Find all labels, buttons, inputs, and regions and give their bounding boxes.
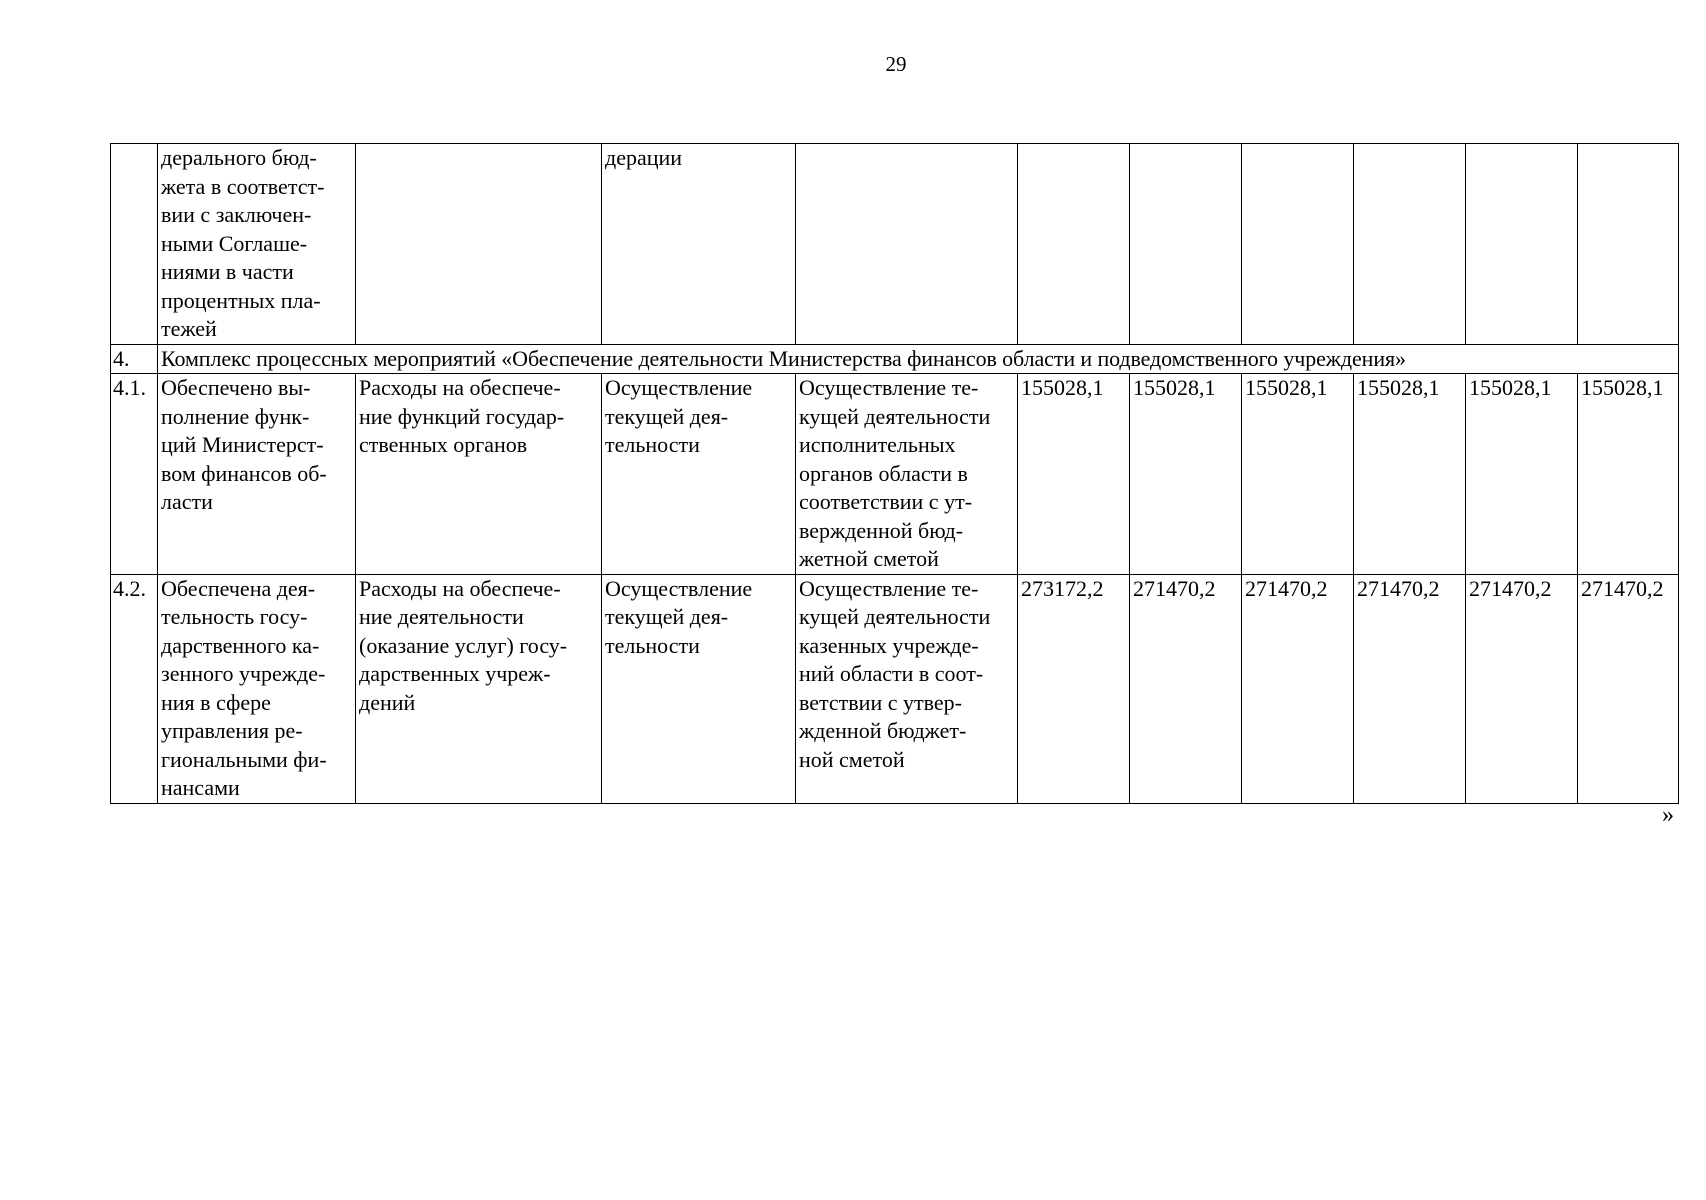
expense-cell (356, 144, 602, 345)
type-cell: Осуществление текущей дея- тельности (602, 574, 796, 803)
value-cell (1018, 144, 1130, 345)
section-title: Комплекс процессных мероприятий «Обеспечение деятельности Министерства финансов области и подведомственного учреждения» (158, 344, 1679, 374)
task-cell: дерального бюд- жета в соответст- вии с заключен- ными Соглаше- ниями в части процентных пла- тежей (158, 144, 356, 345)
section-number: 4. (111, 344, 158, 374)
expense-cell: Расходы на обеспече- ние функций государ- ственных органов (356, 374, 602, 575)
row-number: 4.2. (111, 574, 158, 803)
value-cell: 271470,2 (1130, 574, 1242, 803)
section-row (111, 344, 1679, 374)
task-cell: Обеспечена дея- тельность госу- дарственного ка- зенного учрежде- ния в сфере управления ре- гиональными фи- нансами (158, 574, 356, 803)
description-cell (796, 144, 1018, 345)
description-cell: Осуществление те- кущей деятельности исполнительных органов области в соответствии с ут- вержденной бюд- жетной сметой (796, 374, 1018, 575)
value-cell: 155028,1 (1242, 374, 1354, 575)
row-number: 4.1. (111, 374, 158, 575)
table-row (111, 374, 1679, 575)
program-table (110, 143, 1679, 804)
value-cell: 155028,1 (1018, 374, 1130, 575)
value-cell (1130, 144, 1242, 345)
continuation-row (111, 144, 1679, 345)
value-cell: 273172,2 (1018, 574, 1130, 803)
value-cell: 155028,1 (1130, 374, 1242, 575)
task-cell: Обеспечено вы- полнение функ- ций Министерст- вом финансов об- ласти (158, 374, 356, 575)
page-number: 29 (885, 52, 907, 76)
value-cell: 155028,1 (1354, 374, 1466, 575)
value-cell: 271470,2 (1466, 574, 1578, 803)
value-cell: 271470,2 (1354, 574, 1466, 803)
value-cell: 155028,1 (1466, 374, 1578, 575)
table-row (111, 574, 1679, 803)
value-cell: 155028,1 (1578, 374, 1679, 575)
value-cell (1578, 144, 1679, 345)
value-cell: 271470,2 (1578, 574, 1679, 803)
expense-cell: Расходы на обеспече- ние деятельности (оказание услуг) госу- дарственных учреж- дений (356, 574, 602, 803)
value-cell (1466, 144, 1578, 345)
type-cell: Осуществление текущей дея- тельности (602, 374, 796, 575)
description-cell: Осуществление те- кущей деятельности казенных учрежде- ний области в соот- ветствии с утвер- жденной бюджет- ной сметой (796, 574, 1018, 803)
closing-quote: » (1662, 802, 1674, 828)
number-cell (111, 144, 158, 345)
value-cell (1354, 144, 1466, 345)
type-cell: дерации (602, 144, 796, 345)
value-cell (1242, 144, 1354, 345)
value-cell: 271470,2 (1242, 574, 1354, 803)
